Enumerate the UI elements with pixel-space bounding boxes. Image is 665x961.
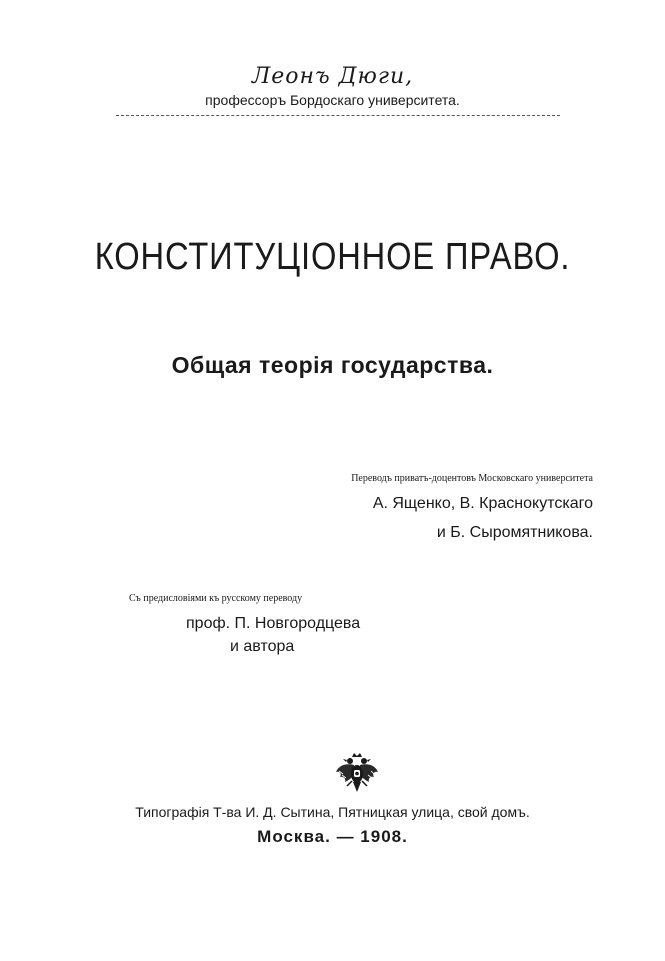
author-name: Леонъ Дюги, [251, 64, 414, 89]
printer-imprint: Типографія Т-ва И. Д. Сытина, Пятницкая улица, свой домъ. [135, 804, 530, 820]
translators-line-2: и Б. Сыромятникова. [436, 524, 593, 541]
city-and-year: Москва. — 1908. [257, 827, 408, 846]
book-subtitle: Общая теорія государства. [171, 352, 494, 378]
translation-note: Переводъ приватъ-доцентовъ Московскаго университета [351, 473, 593, 484]
book-title: КОНСТИТУЦІОННОЕ ПРАВО. [94, 236, 571, 278]
preface-line-1: проф. П. Новгородцева [186, 615, 361, 632]
preface-line-2: и автора [230, 638, 295, 655]
double-headed-eagle-icon [334, 752, 380, 794]
translators-line-1: А. Ященко, В. Краснокутскаго [372, 495, 593, 512]
decorative-rule [116, 115, 560, 116]
author-title: профессоръ Бордоскаго университета. [205, 92, 460, 108]
preface-note: Съ предисловіями къ русскому переводу [129, 593, 303, 604]
